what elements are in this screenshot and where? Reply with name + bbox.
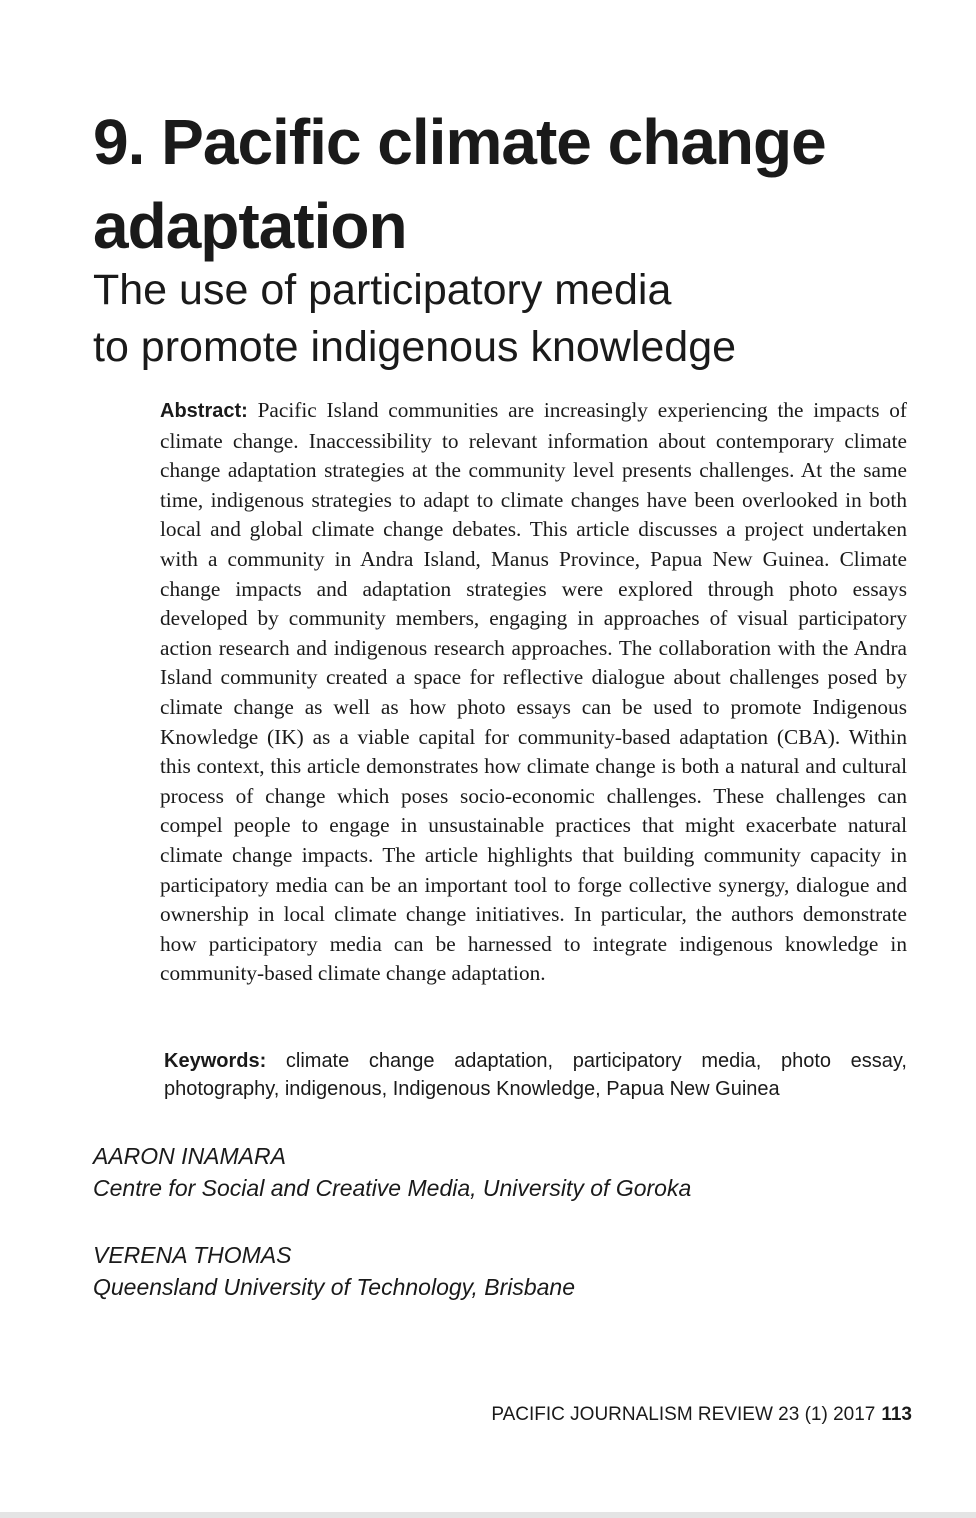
keywords-text: climate change adaptation, participatory media, photo essay, photography, indigenous, Indigenous Knowledge, Papua New Guinea bbox=[164, 1050, 907, 1100]
keywords bbox=[164, 1047, 907, 1103]
author-block bbox=[93, 1140, 913, 1204]
page-footer bbox=[491, 1401, 912, 1429]
abstract-label: Abstract: bbox=[160, 400, 248, 422]
subtitle-line-1: The use of participatory media bbox=[93, 266, 672, 314]
abstract bbox=[160, 396, 907, 989]
journal-citation: PACIFIC JOURNALISM REVIEW 23 (1) 2017 bbox=[491, 1404, 876, 1425]
article-subtitle bbox=[93, 262, 913, 376]
author-affiliation: Queensland University of Technology, Brisbane bbox=[93, 1274, 576, 1300]
page-number: 113 bbox=[881, 1404, 912, 1425]
article-title: 9. Pacific climate change adaptation bbox=[93, 106, 826, 262]
keywords-label: Keywords: bbox=[164, 1050, 267, 1072]
author-name: AARON INAMARA bbox=[93, 1143, 286, 1169]
author-name: VERENA THOMAS bbox=[93, 1242, 292, 1268]
subtitle-line-2: to promote indigenous knowledge bbox=[93, 323, 737, 371]
author-block bbox=[93, 1239, 913, 1303]
author-affiliation: Centre for Social and Creative Media, University of Goroka bbox=[93, 1175, 692, 1201]
abstract-text: Pacific Island communities are increasingly experiencing the impacts of climate change. Inaccessibility to relevant information about contemporary climate change adaptation strategies at the community level presents challenges. At the same time, indigenous strategies to adapt to climate changes have been overlooked in both local and global climate change debates. This article discusses a project undertaken with a community in Andra Island, Manus Province, Papua New Guinea. Climate change impacts and adaptation strategies were explored through photo essays developed by community members, engaging in approaches of visual participatory action research and indigenous research approaches. The collaboration with the Andra Island community created a space for reflective dialogue about challenges posed by climate change as well as how photo essays can be used to promote Indigenous Knowledge (IK) as a viable capital for community-based adaptation (CBA). Within this context, this article demonstrates how climate change is both a natural and cultural process of change which poses socio-economic challenges. These challenges can compel people to engage in unsustainable practices that might exacerbate natural climate change impacts. The article highlights that building community capacity in participatory media can be an important tool to forge collective synergy, dialogue and ownership in local climate change initiatives. In particular, the authors demonstrate how participatory media can be harnessed to integrate indigenous knowledge in community-based climate change adaptation. bbox=[160, 398, 907, 986]
page-bottom-edge bbox=[0, 1512, 976, 1518]
